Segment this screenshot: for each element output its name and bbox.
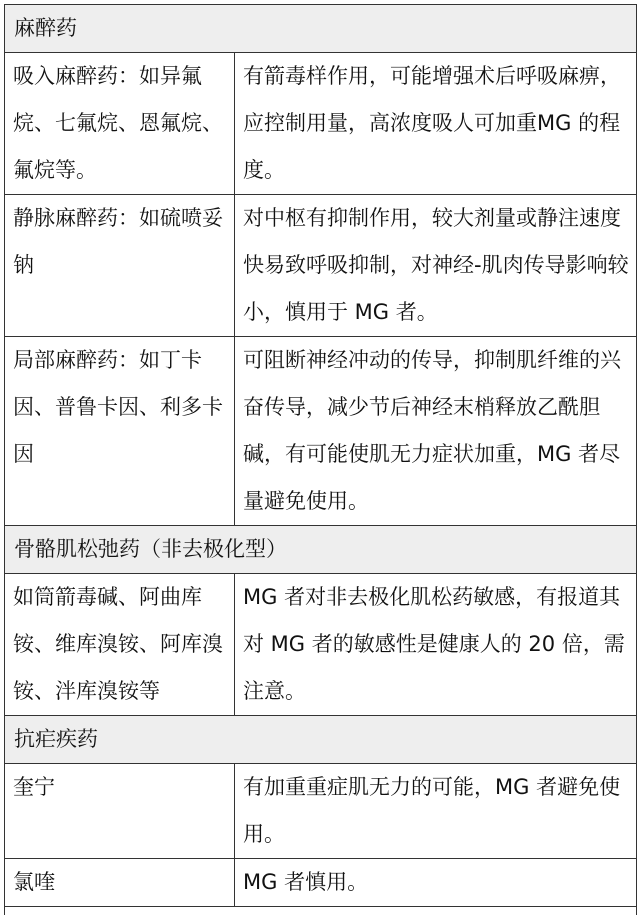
drug-note-cell: 对中枢有抑制作用，较大剂量或静注速度快易致呼吸抑制，对神经-肌肉传导影响较小，慎用于 MG 者。	[235, 195, 637, 337]
drug-caution-table	[4, 4, 637, 915]
table-row	[5, 859, 637, 907]
drug-note-cell: 可阻断神经冲动的传导，抑制肌纤维的兴奋传导，减少节后神经末梢释放乙酰胆碱，有可能使肌无力症状加重，MG 者尽量避免使用。	[235, 337, 637, 526]
drug-note-cell: 有加重重症肌无力的可能，MG 者避免使用。	[235, 764, 637, 859]
table-row	[5, 337, 637, 526]
continuation-cell	[5, 907, 637, 915]
drug-name-cell: 吸入麻醉药：如异氟烷、七氟烷、恩氟烷、氟烷等。	[5, 53, 235, 195]
drug-note-cell: 有箭毒样作用，可能增强术后呼吸麻痹，应控制用量，高浓度吸人可加重MG 的程度。	[235, 53, 637, 195]
section-header-antimalarials	[5, 716, 637, 764]
table-row	[5, 764, 637, 859]
table-row	[5, 195, 637, 337]
drug-note-cell: MG 者对非去极化肌松药敏感，有报道其对 MG 者的敏感性是健康人的 20 倍，需注意。	[235, 574, 637, 716]
section-title: 骨骼肌松弛药（非去极化型）	[5, 526, 637, 574]
drug-name-cell: 如筒箭毒碱、阿曲库铵、维库溴铵、阿库溴铵、泮库溴铵等	[5, 574, 235, 716]
section-title: 麻醉药	[5, 5, 637, 53]
drug-note-cell: MG 者慎用。	[235, 859, 637, 907]
table-continuation	[5, 907, 637, 915]
table-row	[5, 574, 637, 716]
section-header-anesthetics	[5, 5, 637, 53]
drug-name-cell: 局部麻醉药：如丁卡因、普鲁卡因、利多卡因	[5, 337, 235, 526]
drug-name-cell: 静脉麻醉药：如硫喷妥钠	[5, 195, 235, 337]
section-header-muscle-relaxants	[5, 526, 637, 574]
table-row	[5, 53, 637, 195]
drug-name-cell: 奎宁	[5, 764, 235, 859]
drug-name-cell: 氯喹	[5, 859, 235, 907]
section-title: 抗疟疾药	[5, 716, 637, 764]
